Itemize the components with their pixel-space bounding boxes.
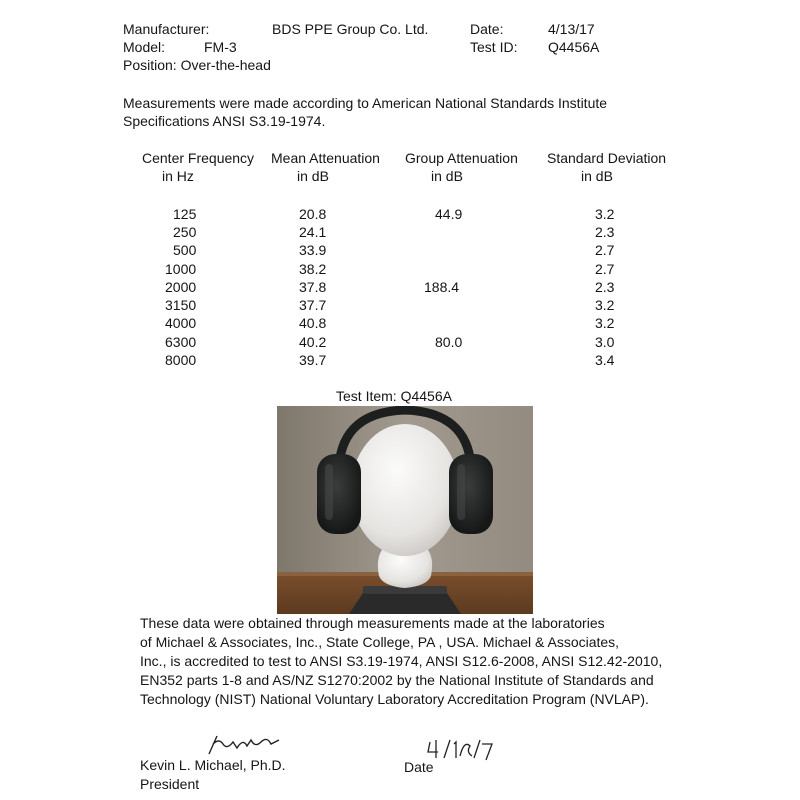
row-sd: 3.4 (595, 352, 615, 368)
date-value: 4/13/17 (548, 21, 595, 37)
row-mean: 40.2 (299, 334, 327, 350)
row-frequency: 125 (173, 206, 197, 222)
row-group: 188.4 (424, 279, 460, 295)
signer-title: President (140, 776, 200, 792)
position-text: Position: Over-the-head (123, 57, 271, 73)
row-sd: 3.2 (595, 206, 615, 222)
accreditation-line: These data were obtained through measurements made at the laboratories (140, 615, 605, 631)
row-frequency: 4000 (165, 315, 197, 331)
date-label: Date: (470, 21, 504, 37)
accreditation-line: EN352 parts 1-8 and AS/NZ S1270:2002 by the National Institute of Standards and (140, 672, 654, 688)
test-item-caption: Test Item: Q4456A (336, 388, 452, 404)
row-sd: 2.3 (595, 279, 615, 295)
row-sd: 2.7 (595, 261, 615, 277)
handwritten-date (426, 736, 496, 764)
row-frequency: 2000 (165, 279, 197, 295)
test-id-value: Q4456A (548, 39, 600, 55)
row-mean: 40.8 (299, 315, 327, 331)
row-sd: 3.2 (595, 315, 615, 331)
row-mean: 20.8 (299, 206, 327, 222)
accreditation-line: Inc., is accredited to test to ANSI S3.19-1974, ANSI S12.6-2008, ANSI S12.42-2010, (140, 653, 663, 669)
header-mean-unit: in dB (297, 168, 329, 184)
test-item-photo (277, 406, 533, 614)
row-mean: 37.7 (299, 297, 327, 313)
header-sd-unit: in dB (581, 168, 613, 184)
row-mean: 33.9 (299, 242, 327, 258)
row-mean: 39.7 (299, 352, 327, 368)
model-value: FM-3 (204, 39, 237, 55)
model-label: Model: (123, 39, 166, 55)
header-frequency-unit: in Hz (162, 168, 194, 184)
header-frequency: Center Frequency (142, 150, 255, 166)
signature-scribble (205, 732, 285, 758)
row-sd: 2.3 (595, 224, 615, 240)
header-sd: Standard Deviation (547, 150, 667, 166)
row-frequency: 500 (173, 242, 197, 258)
row-frequency: 6300 (165, 334, 197, 350)
row-group: 80.0 (435, 334, 463, 350)
accreditation-line: Technology (NIST) National Voluntary Laboratory Accreditation Program (NVLAP). (140, 691, 649, 707)
intro-line-2: Specifications ANSI S3.19-1974. (123, 113, 326, 129)
manufacturer-label: Manufacturer: (123, 21, 210, 37)
row-frequency: 250 (173, 224, 197, 240)
row-sd: 3.0 (595, 334, 615, 350)
row-mean: 38.2 (299, 261, 327, 277)
row-frequency: 3150 (165, 297, 197, 313)
signer-name: Kevin L. Michael, Ph.D. (140, 757, 286, 773)
test-id-label: Test ID: (470, 39, 518, 55)
accreditation-line: of Michael & Associates, Inc., State College, PA , USA. Michael & Associates, (140, 634, 620, 650)
row-group: 44.9 (435, 206, 463, 222)
header-mean: Mean Attenuation (271, 150, 380, 166)
row-mean: 37.8 (299, 279, 327, 295)
intro-line-1: Measurements were made according to American National Standards Institute (123, 95, 608, 111)
row-frequency: 1000 (165, 261, 197, 277)
signature-date-label: Date (404, 759, 434, 775)
row-sd: 2.7 (595, 242, 615, 258)
row-mean: 24.1 (299, 224, 327, 240)
manufacturer-value: BDS PPE Group Co. Ltd. (272, 21, 429, 37)
row-sd: 3.2 (595, 297, 615, 313)
header-group: Group Attenuation (405, 150, 518, 166)
header-group-unit: in dB (431, 168, 463, 184)
row-frequency: 8000 (165, 352, 197, 368)
